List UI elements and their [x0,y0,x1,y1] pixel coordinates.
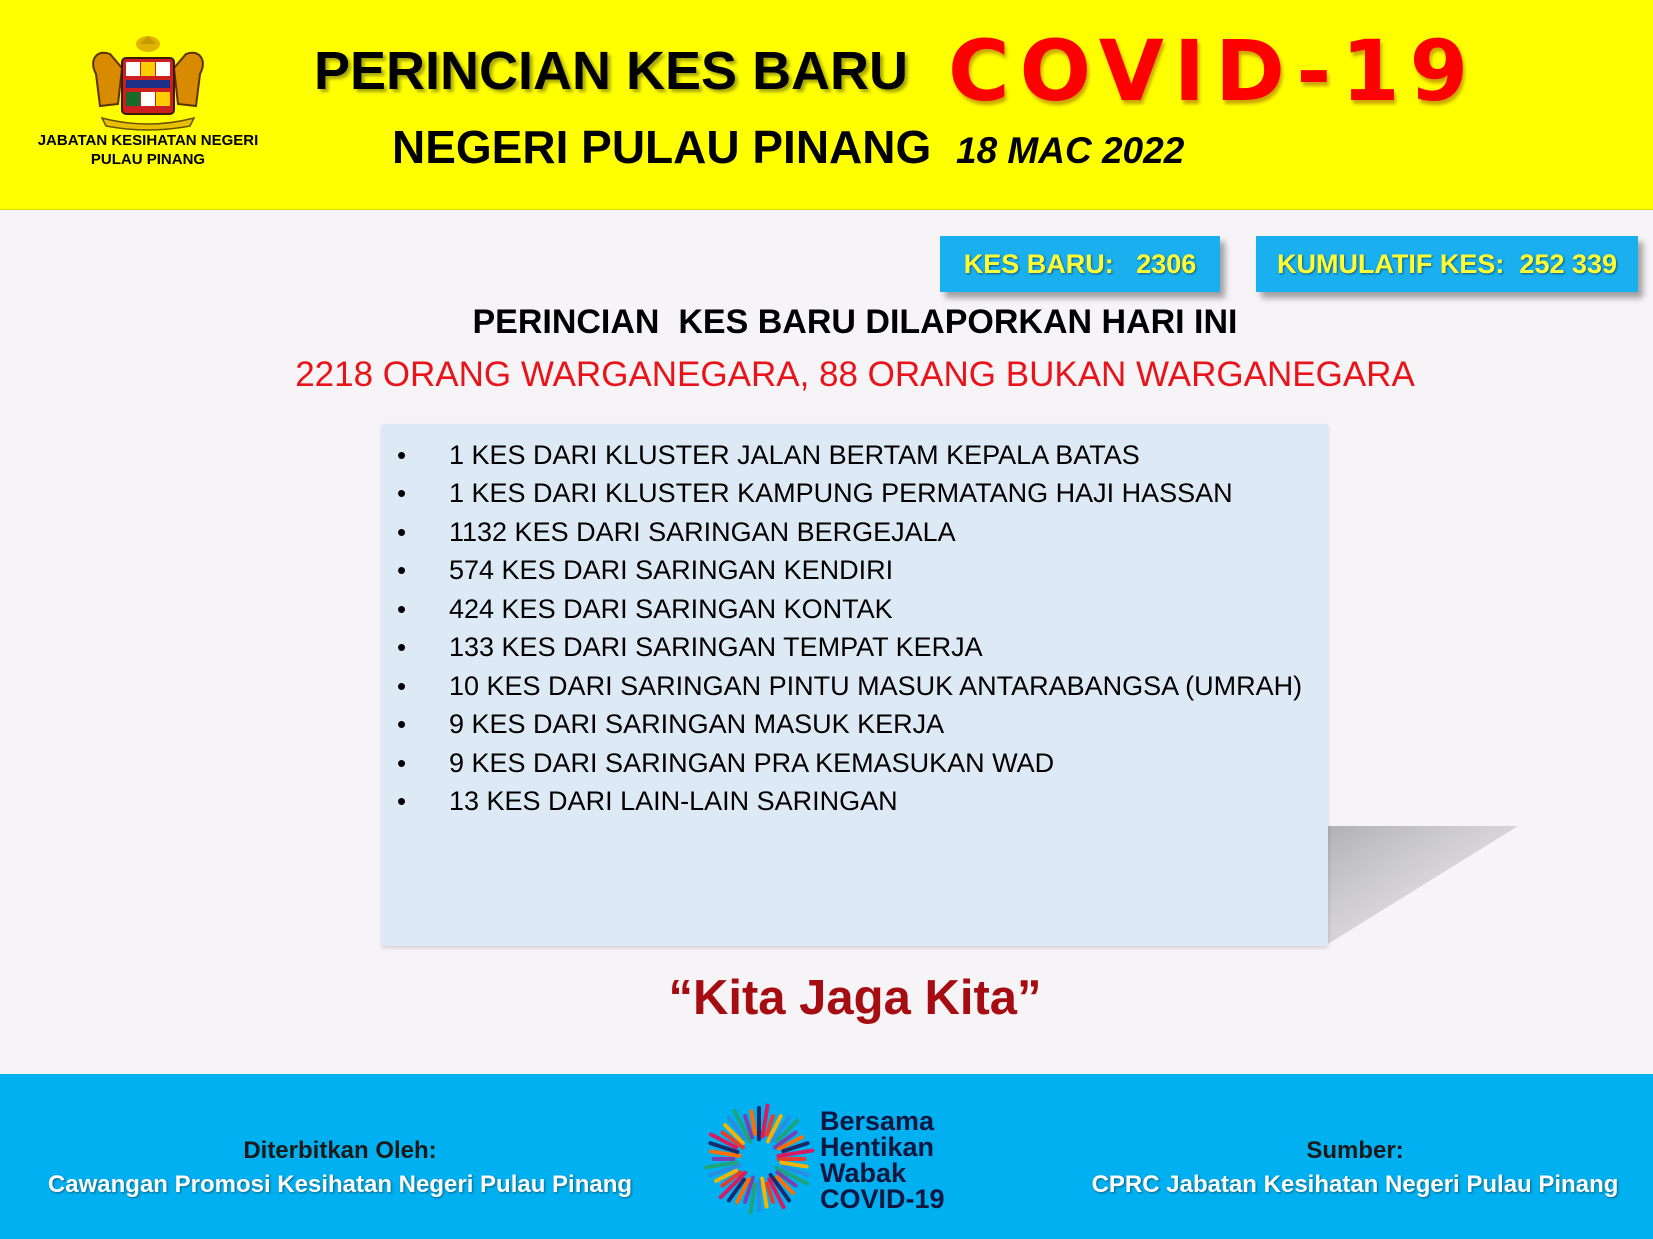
logo-line: COVID-19 [820,1184,945,1214]
bullet-icon: • [397,709,407,740]
page-title: PERINCIAN KES BARU [314,41,909,101]
case-source-item [397,706,1328,745]
bullet-icon: • [397,747,407,778]
case-source-list [382,424,1328,821]
logo-line: Wabak [820,1158,907,1188]
case-source-text: 9 KES DARI SARINGAN PRA KEMASUKAN WAD [449,747,1055,778]
covid-title: COVID-19 [948,22,1479,120]
bullet-icon: • [397,439,407,470]
new-cases-badge: KES BARU: 2306 [940,236,1220,292]
case-source-text: 574 KES DARI SARINGAN KENDIRI [449,555,894,586]
case-source-item [397,552,1328,591]
case-source-text: 1 KES DARI KLUSTER JALAN BERTAM KEPALA BATAS [449,439,1140,470]
case-details-panel [382,424,1328,946]
cumulative-cases-badge: KUMULATIF KES: 252 339 [1256,236,1638,292]
campaign-burst-icon [700,1100,818,1218]
case-source-item [397,513,1328,552]
published-by-label: Diterbitkan Oleh: [243,1137,437,1164]
publisher-block [40,1134,640,1202]
details-heading: PERINCIAN KES BARU DILAPORKAN HARI INI [472,303,1238,341]
case-source-text: 1 KES DARI KLUSTER KAMPUNG PERMATANG HAJI HASSAN [449,478,1233,509]
state-title: NEGERI PULAU PINANG [392,121,932,173]
citizenship-breakdown: 2218 ORANG WARGANEGARA, 88 ORANG BUKAN WARGANEGARA [295,355,1415,394]
case-source-item [397,744,1328,783]
case-source-item [397,783,1328,822]
bullet-icon: • [397,516,407,547]
logo-line: Hentikan [820,1132,935,1162]
agency-name: JABATAN KESIHATAN NEGERI PULAU PINANG [37,132,259,168]
case-source-text: 133 KES DARI SARINGAN TEMPAT KERJA [449,632,983,663]
bullet-icon: • [397,478,407,509]
footer-banner [0,1074,1653,1239]
case-source-item [397,667,1328,706]
bullet-icon: • [397,632,407,663]
source-label: Sumber: [1306,1137,1404,1164]
header-banner [0,0,1653,210]
logo-line: Bersama [820,1106,935,1136]
campaign-logo-text [820,1108,945,1212]
bullet-icon: • [397,670,407,701]
case-source-text: 10 KES DARI SARINGAN PINTU MASUK ANTARABANGSA (UMRAH) [449,670,1303,701]
slogan: “Kita Jaga Kita” [668,971,1042,1025]
source-name: CPRC Jabatan Kesihatan Negeri Pulau Pinang [1091,1171,1619,1198]
campaign-logo [700,1100,960,1220]
case-source-text: 13 KES DARI LAIN-LAIN SARINGAN [449,786,898,817]
case-source-text: 9 KES DARI SARINGAN MASUK KERJA [449,709,945,740]
malaysia-coat-of-arms-icon [78,34,218,134]
source-block [1050,1134,1653,1202]
case-source-item [397,475,1328,514]
case-source-text: 1132 KES DARI SARINGAN BERGEJALA [449,516,956,547]
case-source-item [397,436,1328,475]
burst-ray [751,1111,755,1133]
case-source-text: 424 KES DARI SARINGAN KONTAK [449,593,893,624]
bullet-icon: • [397,786,407,817]
case-source-item [397,590,1328,629]
panel-shadow-decoration [1328,820,1528,950]
report-date: 18 MAC 2022 [956,130,1185,171]
bullet-icon: • [397,593,407,624]
bullet-icon: • [397,555,407,586]
publisher-name: Cawangan Promosi Kesihatan Negeri Pulau Pinang [47,1171,633,1198]
case-source-item [397,629,1328,668]
